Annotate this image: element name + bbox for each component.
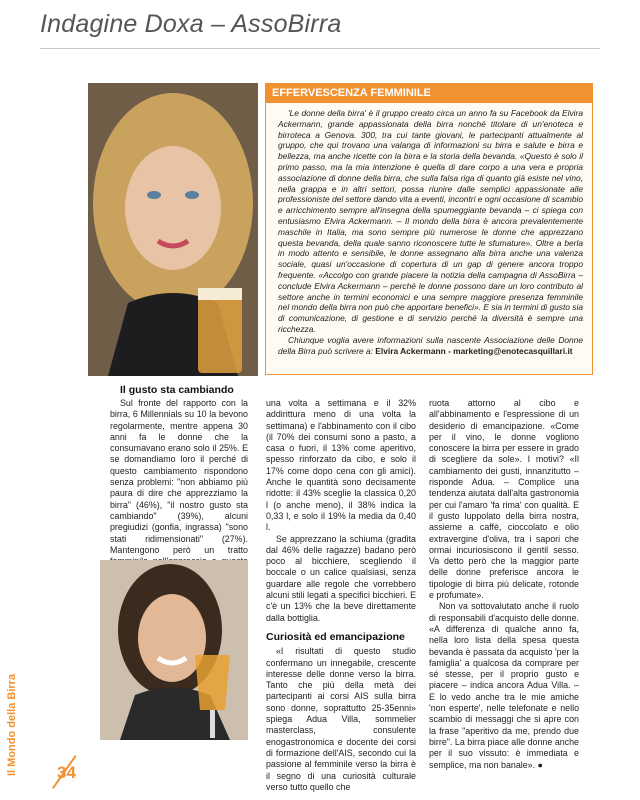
photo-woman-curly-hair-illustration bbox=[88, 83, 258, 376]
sidebar-box bbox=[265, 83, 593, 375]
article-paragraph: «I risultati di questo studio confermano un innegabile, crescente interesse delle donne verso la birra. Tanto che più della metà dei partecipanti ai corsi AIS sulla birra sono donne, soprattutto 25-35enni» spiega Adua Villa, sommelier masterclass, consulente enogastronomica e docente dei corsi di formazione dell'AIS, secondo cui la passione al femminile verso la birra è il segno di una curiosità culturale verso tutto quello che bbox=[266, 646, 416, 792]
article-paragraph bbox=[429, 601, 579, 770]
sidebar-paragraph: 'Le donne della birra' è il gruppo creato circa un anno fa su Facebook da Elvira Ackermann, grande appassionata della birra nonché titolare di un'enoteca e birroteca a Genova. 300, tra cui tante giovani, le partecipanti attualmente al gruppo, che qui trovano una valanga di informazioni su birra e salute e birra e bellezza, ma anche ricette con la birra e la storia della bevanda. «Questo è solo il primo passo, ma la mia intenzione è quella di dare corpo a una vera e propria associazione di donne della birra, che sulla falsa riga di quanto già esiste nel vino, nella grappa e in altri settori, possa riunire dalle semplici appassionate alle professioniste del settore dando vita a eventi, incontri e ogni occasione di scambio e arricchimento sempre all'insegna della spumeggiante bevanda – ci spiega con entusiasmo Elvira Ackermann. – Il mondo della birra è ancora prevalentemente maschile in Italia, ma sono sempre più numerose le donne che apprezzano questa bevanda, della quale sanno riconoscere tutte le sfumature». Oltre a berla in modo attento e sensibile, le donne assegnano alla birra anche una valenza sociale, quasi un'occasione di copertura di un gap di genere ancora troppo frequente. «Accolgo con grande piacere la notizia della campagna di AssoBirra – conclude Elvira Ackermann – perché le donne possono dare un loro contributo al settore anche in termini economici e una sempre maggiore presenza femminile nel mondo della birra non può che apportare benefici». E sia in termini di gusto sia di comunicazione, di gestione e di servizio perché la diversità è sempre una ricchezza. bbox=[278, 108, 583, 334]
article-paragraph: Sul fronte del rapporto con la birra, 6 Millennials su 10 la bevono regolarmente, mentre appena 30 anni fa le donne che la consumavano erano solo il 25%. E se domandiamo loro il perché di questo cambiamento rispondono senza problemi: "non abbiamo più paura di dire che apprezziamo la birra" (46%), "il nostro gusto sta cambiando" (39%), alcuni pregiudizi (gonfia, ingrassa) "sono stati ridimensionati" (27%). Mantengono però un tratto bbox=[110, 398, 248, 555]
photo-woman-with-glass-illustration bbox=[100, 560, 248, 740]
end-of-article-mark: ● bbox=[537, 759, 543, 770]
subhead-gusto: Il gusto sta cambiando bbox=[120, 384, 234, 396]
header-divider bbox=[40, 48, 600, 49]
photo-woman-curly-hair bbox=[88, 83, 258, 376]
article-paragraph: ruota attorno al cibo e all'abbinamento e l'espressione di un desiderio di emancipazione. «Come per il vino, le donne vogliono conoscere la birra per essere in grado di scegliere da sole». I motivi? «Il cambiamento dei gusti, innanzitutto – risponde Adua. – Complice una tendenza aiutata dall'alta gastronomia per cui l'amaro 'fa rima' con qualità. E il gusto luppolato della birra nostra, assieme a caffè, cioccolato e olio extravergine d'oliva, tra i sapori che ormai incuriosiscono il gentil sesso. Va detto però che la maggior parte delle donne preferisce ancora le tipologie di birra più delicate, rotonde e profumate». bbox=[429, 398, 579, 601]
sidebar-body bbox=[278, 108, 583, 356]
header-title: Indagine Doxa – AssoBirra bbox=[40, 10, 342, 38]
article-paragraph-text: Non va sottovalutato anche il ruolo di responsabili d'acquisto delle donne. «A differenza di qualche anno fa, nella loro lista della spesa questa bevanda è passata da acquisto 'per la famiglia' a qualcosa da comprare per sé stesse, per il proprio gusto e piacere – indica ancora Adua Villa. – E lo vedo anche tra le mie amiche 'non esperte', nelle telefonate e nello scambio di messaggi che si apre con la frase "aperitivo da me, prendo due birre". La birra piace alle donne anche per il suo vissuto: è immediata e semplice, ma non banale». bbox=[429, 601, 579, 770]
sidebar-paragraph bbox=[278, 335, 583, 357]
article-paragraph: Se apprezzano la schiuma (gradita dal 46% delle ragazze) badano però poco al bicchiere, scegliendo il boccale o un calice qualsiasi, senza guardare alle regole che vorrebbero alcuni stili legati a specifici bicchieri. E c'è un 13% che la beve direttamente dalla bottiglia. bbox=[266, 533, 416, 623]
page-header bbox=[40, 10, 600, 50]
sidebar-contact: Elvira Ackermann - marketing@enotecasquillari.it bbox=[375, 345, 573, 356]
article-column-2 bbox=[266, 398, 416, 793]
photo-woman-with-glass bbox=[100, 560, 248, 740]
article-paragraph: una volta a settimana e il 32% addirittura meno di una volta la settimana) e l'abbinamento con il cibo (il 70% dei consumi sono a pasto, a casa o fuori, il 13% come aperitivo, spesso rinforzato da cibo, e solo il 17% come dopo cena con gli amici). Anche le quantità sono decisamente ridotte: il 43% sceglie la classica 0,20 l (o anche meno), il 38% indica la 0,33 l, e solo il 19% la media da 0,40 l. bbox=[266, 398, 416, 533]
page-number: 34 bbox=[57, 763, 76, 782]
magazine-name: Il Mondo della Birra bbox=[6, 673, 18, 776]
article-column-3 bbox=[429, 398, 579, 771]
magazine-name-vertical bbox=[0, 660, 18, 780]
sidebar-title: EFFERVESCENZA FEMMINILE bbox=[266, 84, 592, 103]
sidebar-contact-intro: Chiunque voglia avere informazioni sulla nascente Associazione delle Donne della Birra può scrivere a: bbox=[278, 334, 583, 356]
subhead-curiosita: Curiosità ed emancipazione bbox=[266, 630, 405, 643]
